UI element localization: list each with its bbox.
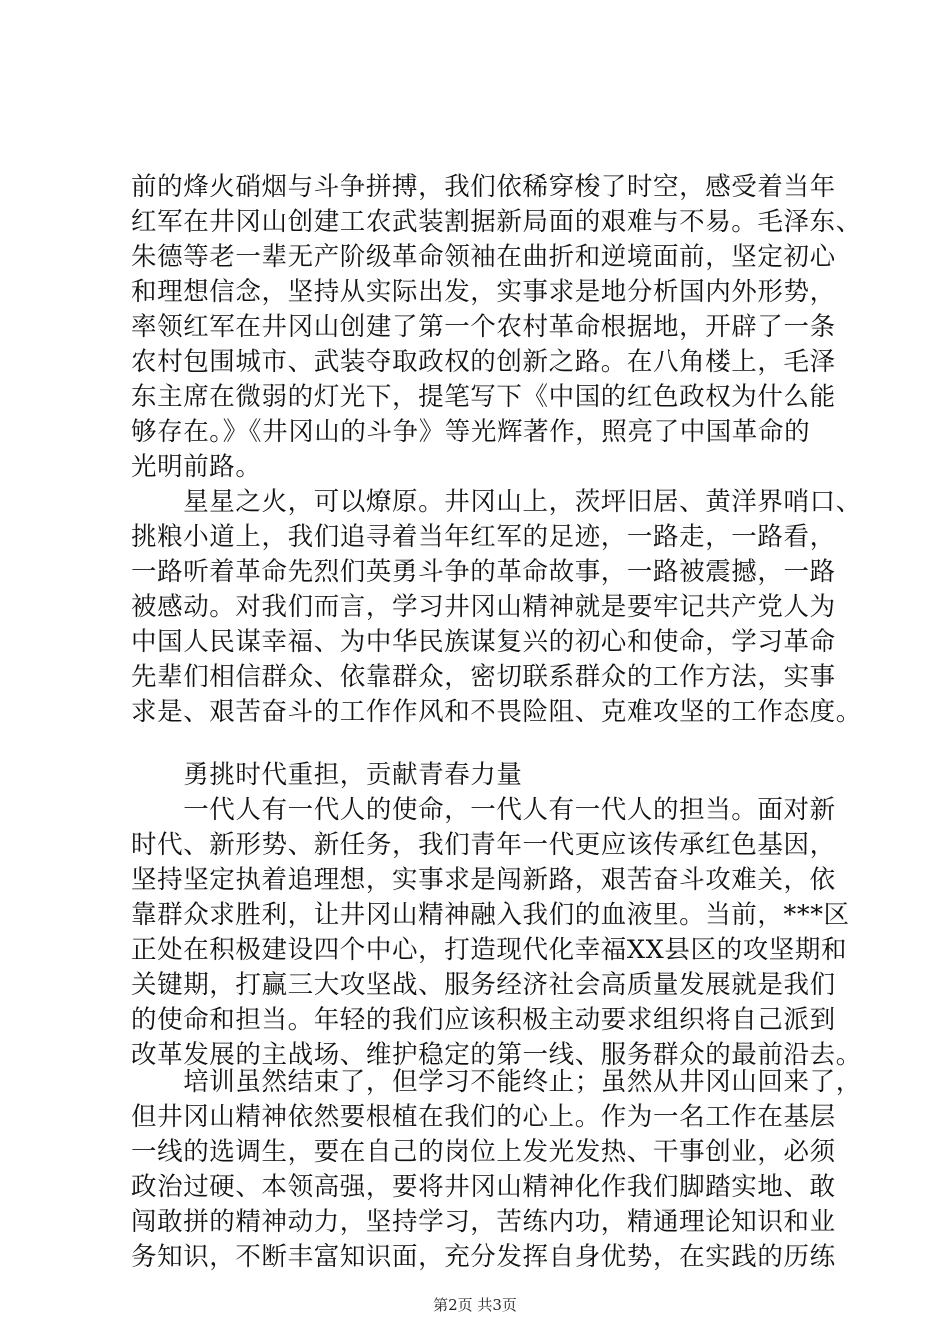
text-line: 时代、新形势、新任务，我们青年一代更应该传承红色基因， [131,830,836,860]
text-line: 红军在井冈山创建工农武装割据新局面的艰难与不易。毛泽东、 [131,207,862,237]
text-line: 关键期，打赢三大攻坚战、服务经济社会高质量发展就是我们 [131,970,836,1000]
text-line: 够存在。》《井冈山的斗争》等光辉著作，照亮了中国革命的 [131,417,811,447]
text-line: 靠群众求胜利，让井冈山精神融入我们的血液里。当前，***区 [131,900,850,930]
text-line: 挑粮小道上，我们追寻着当年红军的足迹，一路走，一路看， [131,522,836,552]
text-line: 率领红军在井冈山创建了第一个农村革命根据地，开辟了一条 [131,312,836,342]
text-line: 先辈们相信群众、依靠群众，密切联系群众的工作方法，实事 [131,662,836,692]
text-line: 星星之火，可以燎原。井冈山上，茨坪旧居、黄洋界哨口、 [131,487,862,517]
text-line: 东主席在微弱的灯光下，提笔写下《中国的红色政权为什么能 [131,382,836,412]
text-line: 光明前路。 [131,452,262,482]
text-line: 改革发展的主战场、维护稳定的第一线、服务群众的最前沿去。 [131,1040,862,1070]
text-line: 农村包围城市、武装夺取政权的创新之路。在八角楼上，毛泽 [131,347,836,377]
text-line: 的使命和担当。年轻的我们应该积极主动要求组织将自己派到 [131,1005,836,1035]
text-line: 但井冈山精神依然要根植在我们的心上。作为一名工作在基层 [131,1102,836,1132]
text-line: 培训虽然结束了，但学习不能终止；虽然从井冈山回来了， [131,1067,862,1097]
text-line: 和理想信念，坚持从实际出发，实事求是地分析国内外形势， [131,277,836,307]
text-line: 政治过硬、本领高强，要将井冈山精神化作我们脚踏实地、敢 [131,1172,836,1202]
text-line: 一路听着革命先烈们英勇斗争的革命故事，一路被震撼，一路 [131,557,836,587]
text-line: 中国人民谋幸福、为中华民族谋复兴的初心和使命，学习革命 [131,627,836,657]
text-line: 求是、艰苦奋斗的工作作风和不畏险阻、克难攻坚的工作态度。 [131,697,862,727]
text-line: 朱德等老一辈无产阶级革命领袖在曲折和逆境面前，坚定初心 [131,242,836,272]
text-line: 务知识，不断丰富知识面，充分发挥自身优势，在实践的历练 [131,1242,836,1272]
text-line: 前的烽火硝烟与斗争拼搏，我们依稀穿梭了时空，感受着当年 [131,172,836,202]
text-line: 被感动。对我们而言，学习井冈山精神就是要牢记共产党人为 [131,592,836,622]
page-number-footer: 第2页 共3页 [433,1296,517,1314]
text-line: 一代人有一代人的使命，一代人有一代人的担当。面对新 [131,795,836,825]
section-heading: 勇挑时代重担，贡献青春力量 [131,760,523,790]
text-line: 坚持坚定执着追理想，实事求是闯新路，艰苦奋斗攻难关，依 [131,865,836,895]
text-line: 闯敢拼的精神动力，坚持学习，苦练内功，精通理论知识和业 [131,1207,836,1237]
text-line: 一线的选调生，要在自己的岗位上发光发热、干事创业，必须 [131,1137,836,1167]
text-line: 正处在积极建设四个中心，打造现代化幸福XX县区的攻坚期和 [131,935,848,965]
